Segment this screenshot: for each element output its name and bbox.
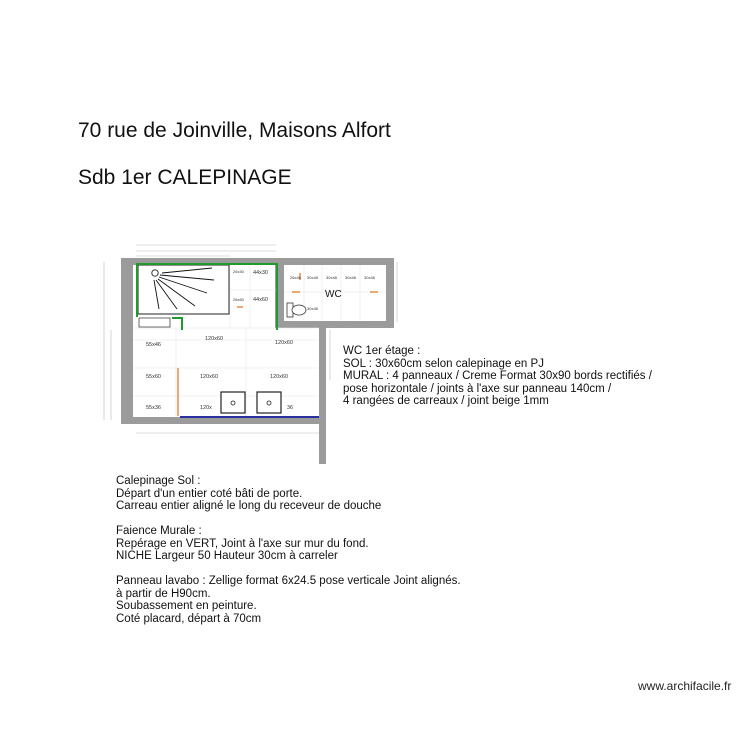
page-subtitle: Sdb 1er CALEPINAGE	[78, 166, 292, 189]
tile-label: 120x60	[200, 374, 219, 380]
note-line: MURAL : 4 panneaux / Creme Format 30x90 bords rectifiés /	[343, 370, 652, 382]
watermark-link[interactable]: www.archifacile.fr	[638, 679, 732, 693]
note-line: WC 1er étage :	[343, 345, 421, 357]
note-line: Coté placard, départ à 70cm	[116, 612, 262, 625]
note-line: Repérage en VERT, Joint à l'axe sur mur du fond.	[116, 537, 369, 550]
tile-label: 26x60	[233, 297, 244, 302]
note-line: Soubassement en peinture.	[116, 600, 257, 612]
tile-label: 120x60	[205, 336, 224, 342]
sinks	[221, 392, 281, 413]
calepinage-notes	[116, 475, 461, 625]
note-line: Carreau entier aligné le long du receveur de douche	[116, 500, 382, 512]
tile-label: 30x48	[307, 306, 318, 311]
note-line: NICHE Largeur 50 Hauteur 30cm à carreler	[116, 550, 338, 562]
note-line: SOL : 30x60cm selon calepinage en PJ	[343, 357, 544, 370]
tile-label: 120x60	[275, 340, 294, 346]
tile-label: 30x48	[307, 275, 318, 280]
note-line: Départ d'un entier coté bâti de porte.	[116, 487, 303, 500]
wc-label: WC	[325, 289, 342, 300]
note-line: pose horizontale / joints à l'axe sur panneau 140cm /	[343, 382, 612, 395]
tile-label: 30x48	[364, 275, 375, 280]
note-line	[116, 563, 461, 576]
toilet	[287, 303, 306, 317]
tile-label: 55x46	[146, 342, 161, 348]
niche	[139, 318, 170, 327]
tile-label: 30x48	[345, 275, 356, 280]
tile-label: 30x48	[326, 275, 337, 280]
tile-label: 36	[287, 405, 294, 411]
tile-label: 44x60	[253, 297, 268, 303]
note-line: Faience Murale :	[116, 525, 202, 537]
tile-label: 26x48	[290, 275, 301, 280]
note-line: 4 rangées de carreaux / joint beige 1mm	[343, 395, 549, 407]
tile-label: 44x30	[253, 270, 268, 276]
tile-label: 120x	[200, 405, 212, 411]
tile-label: 55x60	[146, 374, 161, 380]
tile-label: 55x36	[146, 405, 161, 411]
note-line: à partir de H90cm.	[116, 587, 211, 600]
shower-tray	[138, 265, 229, 314]
note-line: Calepinage Sol :	[116, 475, 201, 487]
tile-label: 120x60	[270, 374, 289, 380]
note-line: Panneau lavabo : Zellige format 6x24.5 pose verticale Joint alignés.	[116, 575, 461, 587]
page-title: 70 rue de Joinville, Maisons Alfort	[78, 119, 391, 142]
note-line	[116, 513, 461, 526]
wc-notes	[343, 345, 652, 408]
tile-label: 26x30	[233, 269, 244, 274]
